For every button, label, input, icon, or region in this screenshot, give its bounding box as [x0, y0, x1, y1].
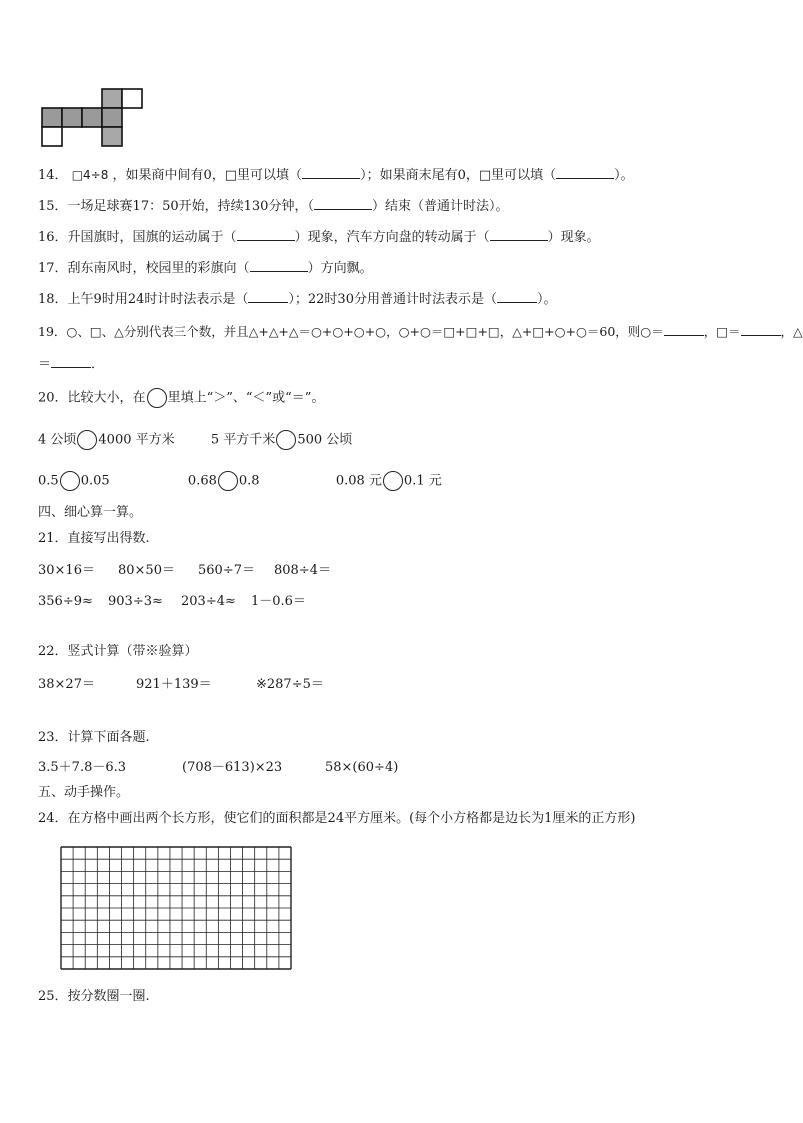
question-19: 19．○、□、△分别代表三个数，并且△+△+△＝○+○+○+○，○+○＝□+□+□，△+□+○+○＝60，则○＝ ，□＝ ，△ — [38, 324, 803, 339]
answer-blank[interactable] — [51, 355, 91, 368]
compare-circle — [147, 388, 167, 408]
division-expression: □4÷8 — [71, 168, 109, 182]
answer-blank[interactable] — [250, 259, 308, 272]
answer-blank[interactable] — [490, 228, 548, 241]
question-19-continued: ＝ ． — [38, 357, 105, 372]
question-22-items: 38×27＝ 921＋139＝ ※287÷5＝ — [38, 677, 324, 692]
question-16: 16．升国旗时，国旗的运动属于（ ）现象，汽车方向盘的转动属于（ ）现象。 — [38, 230, 600, 245]
answer-blank[interactable] — [741, 323, 781, 336]
question-17: 17．刮东南风时，校园里的彩旗向（ ）方向飘。 — [38, 261, 373, 276]
question-15: 15．一场足球赛17：50开始，持续130分钟，（ ）结束（普通计时法）。 — [38, 199, 509, 214]
question-14: 14． □4÷8 ，如果商中间有0，□里可以填（ ）；如果商末尾有0，□里可以填（ ）。 — [38, 168, 634, 183]
answer-blank[interactable] — [556, 166, 614, 179]
answer-blank[interactable] — [248, 290, 288, 303]
question-24: 24．在方格中画出两个长方形，使它们的面积都是24平方厘米。(每个小方格都是边长为1厘米的正方形) — [38, 811, 636, 826]
drawing-grid[interactable] — [60, 846, 292, 970]
question-18: 18．上午9时用24时计时法表示是（ ）；22时30分用普通计时法表示是（ ）。 — [38, 292, 557, 307]
compare-circle[interactable] — [218, 471, 238, 491]
cube-net-figure — [40, 88, 144, 150]
compare-circle[interactable] — [60, 471, 80, 491]
question-20-row-2: 0.5 0.05 0.68 0.8 0.08 元 0.1 元 — [38, 471, 442, 491]
compare-circle[interactable] — [383, 471, 403, 491]
compare-circle[interactable] — [77, 430, 97, 450]
question-20-row-1: 4 公顷 4000 平方米 5 平方千米 500 公顷 — [38, 430, 352, 450]
answer-blank[interactable] — [237, 228, 295, 241]
answer-blank[interactable] — [302, 166, 360, 179]
section-5-heading: 五、动手操作。 — [38, 785, 130, 800]
question-22: 22．竖式计算（带※验算） — [38, 644, 198, 659]
answer-blank[interactable] — [497, 290, 537, 303]
section-4-heading: 四、细心算一算。 — [38, 505, 143, 520]
question-25: 25．按分数圈一圈. — [38, 989, 150, 1004]
question-21-row-1: 30×16＝ 80×50＝ 560÷7＝ 808÷4＝ — [38, 563, 331, 578]
answer-blank[interactable] — [314, 197, 372, 210]
question-20: 20．比较大小，在 里填上“＞”、“＜”或“＝”。 — [38, 388, 324, 408]
question-21: 21．直接写出得数. — [38, 531, 150, 546]
question-23: 23．计算下面各题. — [38, 730, 150, 745]
question-21-row-2: 356÷9≈ 903÷3≈ 203÷4≈ 1－0.6＝ — [38, 594, 306, 609]
answer-blank[interactable] — [664, 323, 704, 336]
compare-circle[interactable] — [276, 430, 296, 450]
question-23-items: 3.5＋7.8－6.3 (708－613)×23 58×(60÷4) — [38, 760, 399, 775]
